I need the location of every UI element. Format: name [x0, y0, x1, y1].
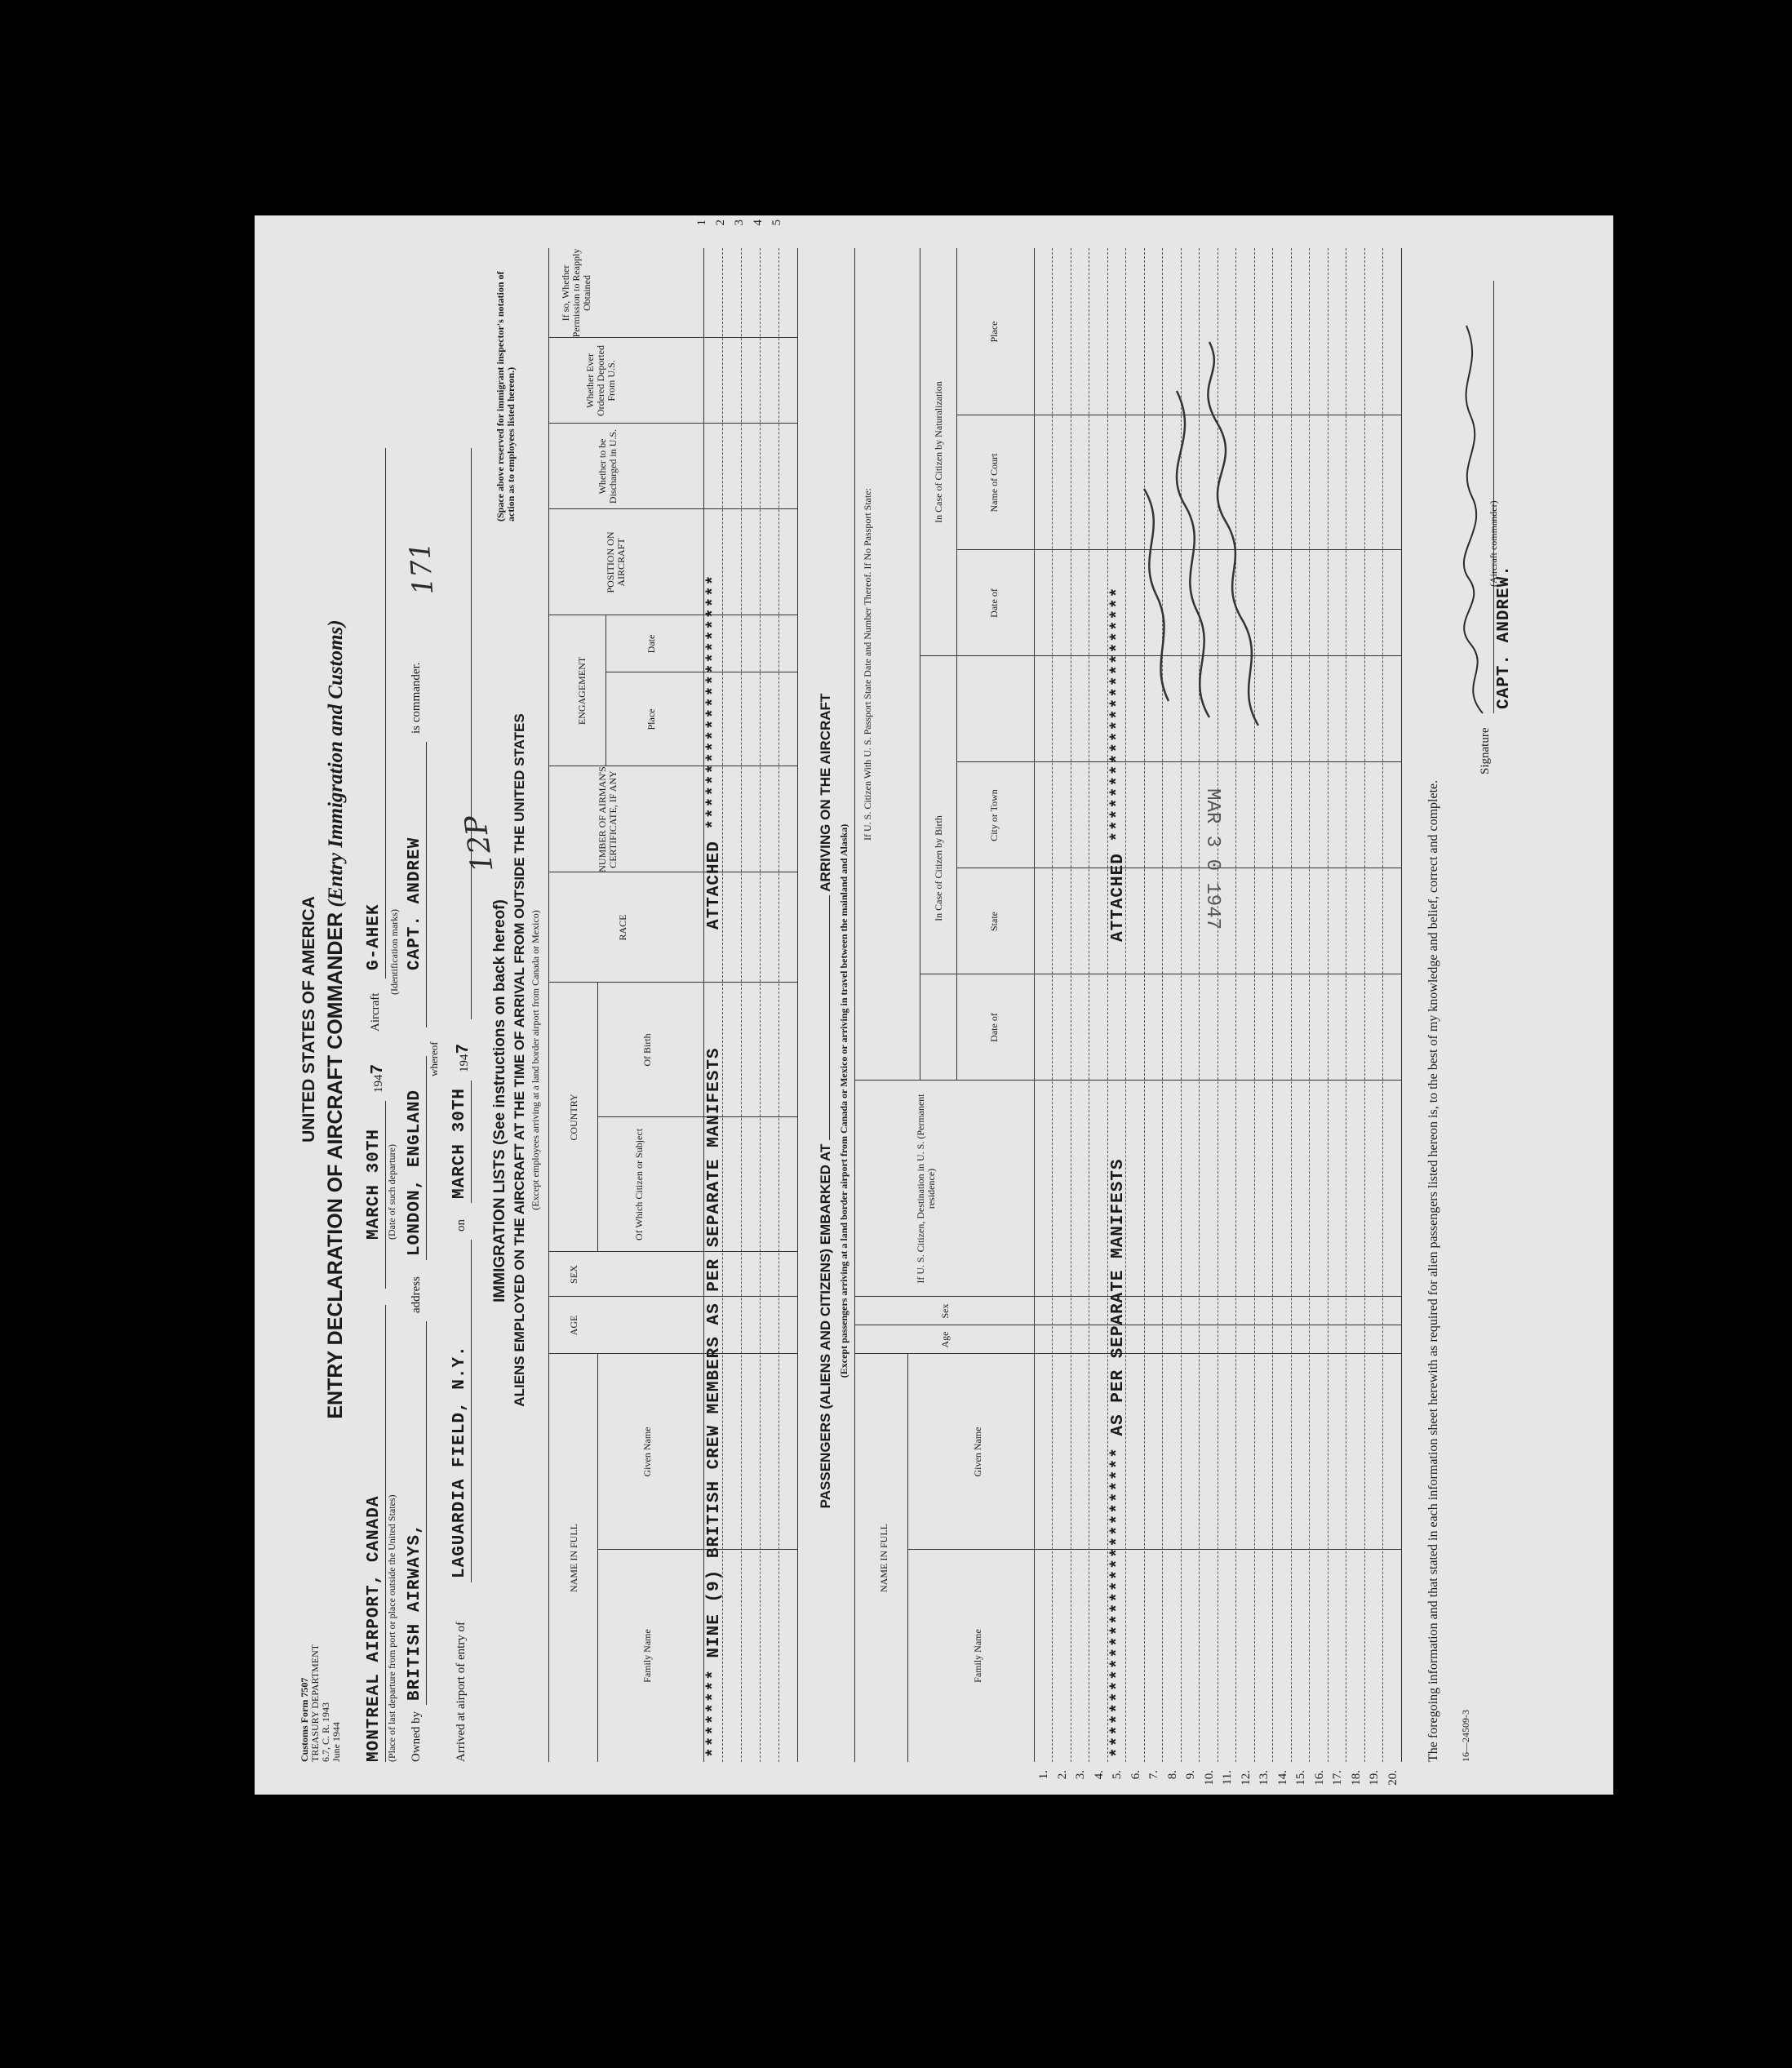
commander-suffix: is commander. [410, 662, 423, 734]
pax-row-number: 15. [1294, 1770, 1307, 1786]
address-label: address [410, 1276, 423, 1313]
alien-col-age: AGE [568, 1315, 579, 1336]
aircraft-marks: G-AHEK [365, 903, 384, 970]
pax-row-number: 14. [1276, 1770, 1289, 1786]
alien-col-airman-cert: NUMBER OF AIRMAN'S CERTIFICATE, IF ANY [597, 766, 619, 872]
year-digit: 7 [369, 1063, 388, 1075]
arrival-year-digit: 7 [455, 1042, 473, 1054]
alien-col-deported: Whether Ever Ordered Deported From U.S. [584, 345, 617, 416]
owner-address: LONDON, ENGLAND [406, 1089, 424, 1256]
pax-col-date-naturalization: Date of [988, 588, 1000, 618]
title-line2 [324, 448, 348, 1591]
arrived-label: Arrived at airport of entry of [455, 1621, 468, 1762]
alien-col-date: Date [645, 634, 657, 654]
pax-row-number: 11. [1221, 1770, 1234, 1786]
signature-label: Signature [1479, 727, 1492, 774]
pax-row-number: 18. [1350, 1770, 1363, 1786]
passengers-heading-suffix: ARRIVING ON THE AIRCRAFT [818, 693, 833, 892]
handwritten-number-b: 12P [459, 813, 500, 875]
alien-col-family-name: Family Name [641, 1629, 653, 1683]
alien-row-number: 5 [770, 220, 783, 226]
pax-col-us-citizen-header: If U. S. Citizen With U. S. Passport State Date and Number Thereof. If No Passport State: [862, 488, 873, 841]
alien-col-reapply: If so, Whether Permission to Reapply Obtained [560, 248, 592, 338]
alien-col-given-name: Given Name [641, 1427, 653, 1477]
print-code: 16—24509-3 [1460, 1710, 1471, 1762]
departure-year [369, 1063, 388, 1093]
aliens-except-note: (Except employees arriving at a land border airport from Canada or Mexico) [530, 910, 541, 1210]
pax-col-family-name: Family Name [972, 1629, 983, 1683]
signature-name: CAPT. ANDREW. [1495, 565, 1514, 709]
pax-row-number: 10. [1203, 1770, 1216, 1786]
pax-typed-entry-end: ATTACHED *********************** [1109, 586, 1128, 942]
alien-col-place: Place [645, 708, 657, 730]
departure-place: MONTREAL AIRPORT, CANADA [365, 1495, 384, 1762]
aircraft-marks-caption: (Identification marks) [388, 909, 400, 995]
departure-date: MARCH 30TH [365, 1128, 384, 1240]
immigration-lists-heading: IMMIGRATION LISTS (See instructions on back hereof) [491, 899, 508, 1302]
passengers-heading-text: PASSENGERS (ALIENS AND CITIZENS) EMBARKED AT [818, 1143, 833, 1509]
whereof-label: whereof [428, 1041, 440, 1076]
pax-row-number: 19. [1368, 1770, 1381, 1786]
alien-col-position: POSITION ON AIRCRAFT [605, 531, 627, 593]
pax-col-age: Age [939, 1331, 951, 1348]
department: TREASURY DEPARTMENT [309, 1644, 321, 1762]
pax-col-state: State [988, 912, 1000, 931]
pax-row-number: 9. [1184, 1770, 1197, 1780]
handwritten-annotations [1120, 326, 1299, 734]
alien-row-number: 1 [695, 220, 708, 226]
pax-row-numbers [1034, 1764, 1405, 1795]
pax-col-sex: Sex [939, 1303, 951, 1319]
departure-date-caption: (Date of such departure) [386, 1144, 397, 1240]
footer-statement: The foregoing information and that stated in each information sheet herewith as required for alien passengers listed hereon is, to the best of my knowledge and belief, correct and complete. [1426, 779, 1440, 1762]
alien-row-number: 3 [733, 220, 746, 226]
pax-col-given-name: Given Name [972, 1427, 983, 1477]
form-number: Customs Form 7507 [299, 1677, 310, 1762]
alien-row-number: 4 [752, 220, 765, 226]
pax-row-number: 6. [1129, 1770, 1142, 1780]
pax-row-number: 3. [1074, 1770, 1087, 1780]
alien-col-of-birth: Of Birth [641, 1033, 653, 1067]
arrival-airport: LAGUARDIA FIELD, N.Y. [450, 1345, 469, 1578]
alien-col-discharged: Whether to be Discharged in U.S. [597, 428, 619, 504]
alien-col-engagement: ENGAGEMENT [576, 656, 588, 726]
pax-row-number: 17. [1331, 1770, 1344, 1786]
commander-name: CAPT. ANDREW [406, 837, 424, 970]
alien-col-country: COUNTRY [568, 1094, 579, 1141]
document-page [255, 215, 1613, 1795]
title-main: ENTRY DECLARATION OF AIRCRAFT COMMANDER [324, 912, 347, 1419]
arrival-year [455, 1043, 473, 1072]
pax-row-number: 13. [1258, 1770, 1271, 1786]
handwritten-signature [1454, 293, 1495, 717]
arrival-date: MARCH 30TH [450, 1087, 469, 1199]
pax-row-number: 12. [1240, 1770, 1253, 1786]
pax-row-number: 4. [1093, 1770, 1106, 1780]
reserved-note: (Space above reserved for immigrant inspector's notation of action as to employees listed hereon.) [495, 271, 517, 521]
pax-col-date-birth: Date of [988, 1013, 1000, 1042]
pax-col-city: City or Town [988, 789, 1000, 841]
pax-col-court: Name of Court [988, 453, 1000, 513]
signature-caption: (Aircraft commander) [1488, 500, 1499, 587]
pax-col-by-birth: In Case of Citizen by Birth [933, 815, 944, 921]
pax-col-by-naturalization: In Case of Citizen by Naturalization [933, 381, 944, 523]
cfr: 6.7, C. R. 1943 [320, 1702, 331, 1762]
aircraft-label: Aircraft [369, 992, 382, 1032]
form-id-block [299, 1607, 342, 1762]
pax-row-number: 2. [1056, 1770, 1069, 1780]
pax-typed-entry: **************************** AS PER SEPARATE MANIFESTS [1109, 1158, 1128, 1758]
pax-col-place: Place [988, 321, 1000, 343]
departure-place-caption: (Place of last departure from port or place outside the United States) [386, 1494, 397, 1762]
alien-typed-entry: ******** NINE (9) BRITISH CREW MEMBERS AS PER SEPARATE MANIFESTS [705, 1047, 724, 1758]
handwritten-number-a: 171 [403, 540, 441, 597]
title-sub: (Entry Immigration and Customs) [325, 619, 347, 908]
arrival-year-prefix: 194 [458, 1054, 471, 1072]
owned-by-label: Owned by [410, 1711, 423, 1762]
alien-row-number: 2 [714, 220, 727, 226]
pax-row-number: 7. [1147, 1770, 1160, 1780]
alien-col-race: RACE [617, 914, 628, 941]
pax-row-number: 8. [1166, 1770, 1179, 1780]
aliens-employed-heading: ALIENS EMPLOYED ON THE AIRCRAFT AT THE TIME OF ARRIVAL FROM OUTSIDE THE UNITED STATES [512, 713, 527, 1407]
passengers-except-note: (Except passengers arriving at a land border airport from Canada or Mexico or arriving in travel between the mainland and Alaska) [838, 823, 849, 1378]
alien-row-numbers [548, 220, 801, 244]
year-prefix: 194 [372, 1074, 385, 1093]
date-stamp: MAR 3 0 1947 [1201, 788, 1223, 930]
alien-typed-entry-end: ATTACHED *********************** [705, 574, 724, 930]
pax-row-number: 1. [1037, 1770, 1050, 1780]
pax-col-name-in-full: NAME IN FULL [878, 1524, 889, 1592]
on-label: on [455, 1219, 468, 1231]
owner: BRITISH AIRWAYS, [406, 1523, 424, 1701]
alien-col-name-in-full: NAME IN FULL [568, 1524, 579, 1592]
title-line1: UNITED STATES OF AMERICA [299, 896, 318, 1143]
entry-declaration-form [255, 215, 1613, 1795]
alien-col-sex: SEX [568, 1265, 579, 1284]
pax-row-number: 16. [1313, 1770, 1326, 1786]
pax-row-number: 20. [1386, 1770, 1399, 1786]
alien-col-citizen-of: Of Which Citizen or Subject [633, 1128, 645, 1241]
passengers-heading [818, 489, 834, 1713]
edition: June 1944 [330, 1722, 342, 1762]
pax-col-destination: If U. S. Citizen, Destination in U. S. (Permanent residence) [915, 1094, 937, 1284]
pax-row-number: 5. [1111, 1770, 1124, 1780]
